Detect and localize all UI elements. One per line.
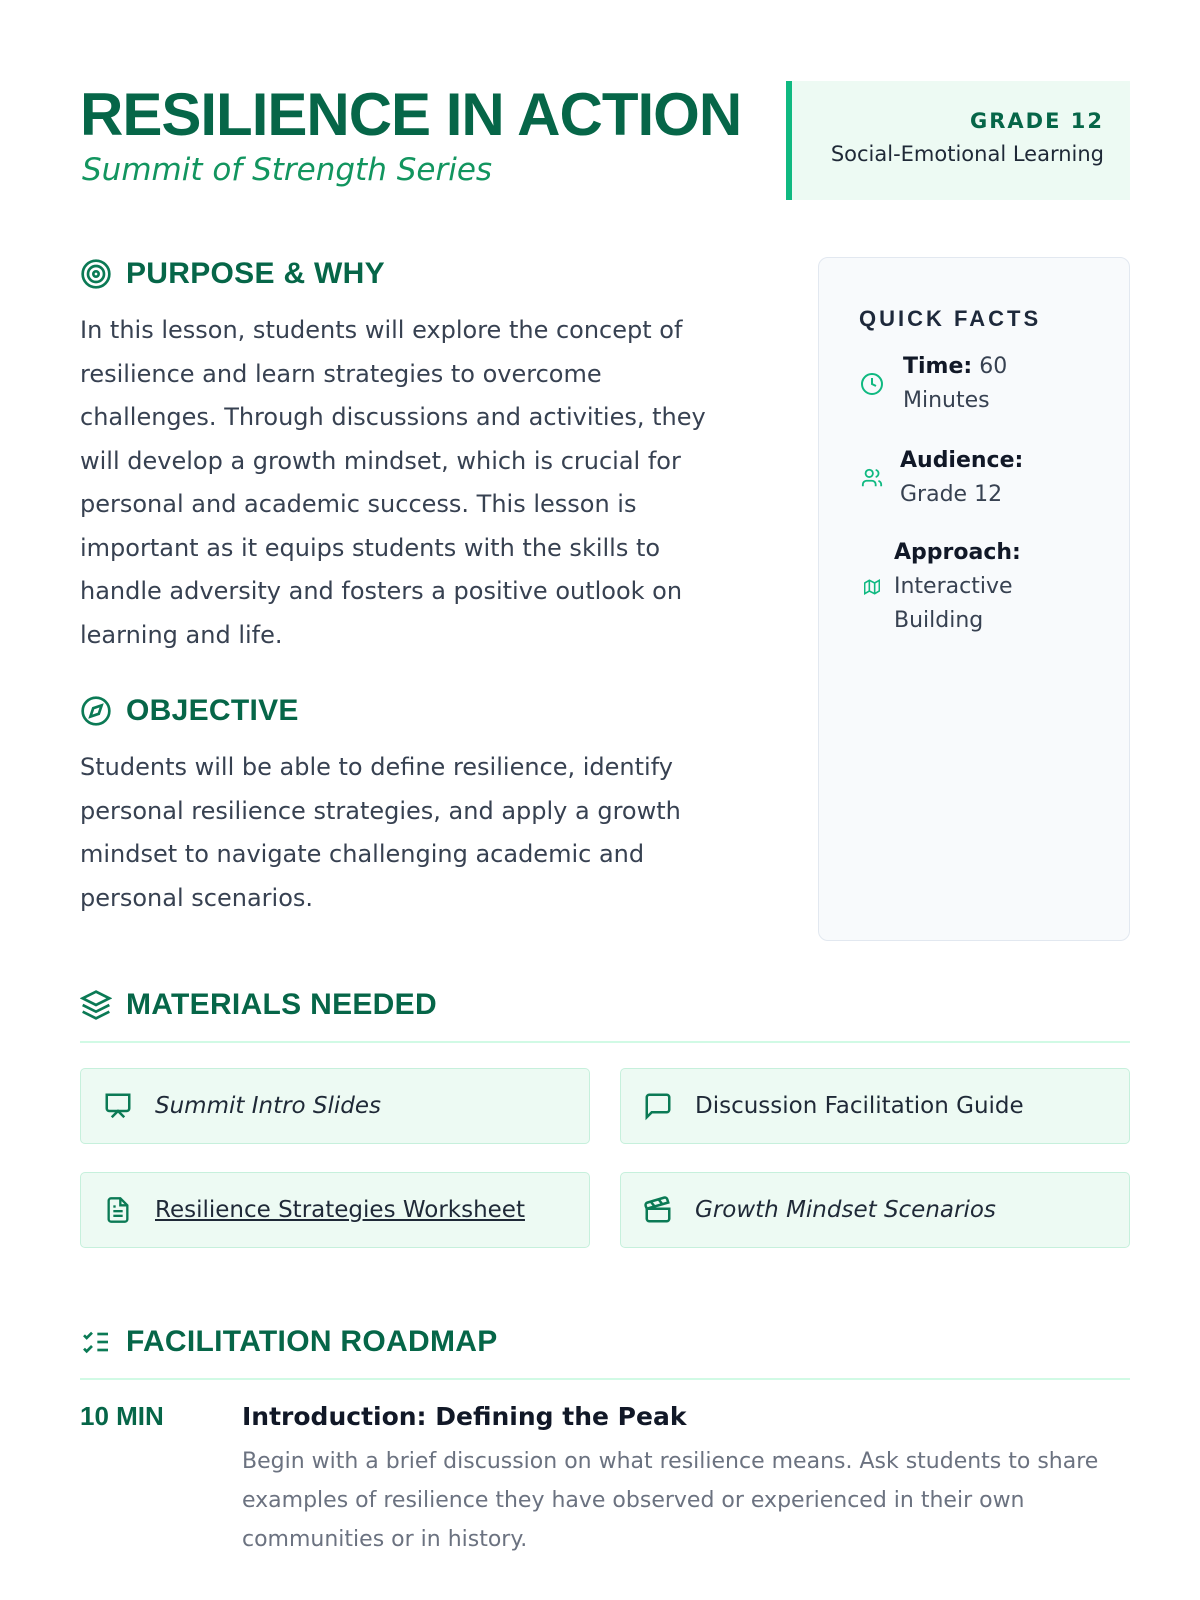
fact-time-value: 60 Minutes: [903, 354, 1008, 413]
list-checks-icon: [80, 1326, 112, 1358]
objective-heading: [80, 693, 299, 729]
target-icon: [80, 258, 112, 290]
material-item[interactable]: [80, 1172, 590, 1248]
material-item[interactable]: [620, 1172, 1130, 1248]
roadmap-heading: [80, 1324, 498, 1360]
materials-heading: [80, 987, 437, 1023]
objective-text: Students will be able to define resilience, identify personal resilience strategies, and apply a growth mindset to navigate challenging academic and personal scenarios.: [80, 753, 681, 912]
purpose-heading: [80, 256, 385, 292]
map-icon: [859, 579, 885, 595]
quick-facts-title: QUICK FACTS: [859, 306, 1042, 331]
message-square-icon: [641, 1089, 675, 1123]
clock-icon: [859, 372, 885, 396]
lesson-subtitle: Summit of Strength Series: [82, 152, 493, 188]
roadmap-title: FACILITATION ROADMAP: [126, 1325, 498, 1358]
fact-time-label: Time:: [903, 354, 973, 379]
material-label: Growth Mindset Scenarios: [695, 1197, 996, 1223]
fact-audience-text: [900, 444, 1023, 512]
fact-audience: [859, 444, 1099, 512]
quick-facts-card: [818, 257, 1130, 941]
material-item[interactable]: [80, 1068, 590, 1144]
layers-icon: [80, 989, 112, 1021]
fact-approach-label: Approach:: [894, 540, 1021, 565]
objective-title: OBJECTIVE: [126, 694, 299, 727]
material-label: Discussion Facilitation Guide: [695, 1093, 1024, 1119]
lesson-plan-page: [80, 80, 1130, 1552]
presentation-icon: [101, 1089, 135, 1123]
material-item[interactable]: [620, 1068, 1130, 1144]
lesson-title: RESILIENCE IN ACTION: [80, 81, 742, 148]
clapperboard-icon: [641, 1193, 675, 1227]
step-description: Begin with a brief discussion on what resilience means. Ask students to share examples of resilience they have observed or experienced in their own communities or in history.: [242, 1449, 1099, 1552]
fact-time-text: [903, 350, 1099, 418]
material-label[interactable]: Resilience Strategies Worksheet: [155, 1197, 525, 1223]
grade-label: GRADE 12: [970, 109, 1104, 133]
fact-audience-label: Audience:: [900, 448, 1024, 473]
roadmap-divider: [80, 1378, 1130, 1380]
purpose-title: PURPOSE & WHY: [126, 257, 385, 290]
materials-divider: [80, 1041, 1130, 1043]
users-icon: [859, 467, 885, 489]
fact-approach-value: Interactive Building: [894, 574, 1013, 633]
subject-label: Social-Emotional Learning: [830, 142, 1104, 166]
compass-icon: [80, 695, 112, 727]
step-title: Introduction: Defining the Peak: [242, 1402, 687, 1431]
fact-audience-value: Grade 12: [900, 482, 1003, 507]
fact-time: [859, 350, 1099, 418]
lesson-header: [80, 80, 1130, 200]
purpose-text: In this lesson, students will explore the concept of resilience and learn strategies to overcome challenges. Through discussions and activities, they will develop a growth mindset, which is crucial for personal and academic success. This lesson is important as it equips students with the skills to handle adversity and fosters a positive outlook on learning and life.: [80, 316, 706, 649]
fact-approach-text: [894, 536, 1034, 638]
file-text-icon: [101, 1193, 135, 1227]
materials-title: MATERIALS NEEDED: [126, 988, 437, 1021]
step-time: 10 MIN: [80, 1401, 164, 1431]
fact-approach: [859, 536, 1099, 638]
material-label: Summit Intro Slides: [155, 1093, 382, 1119]
grade-badge: [786, 81, 1130, 200]
